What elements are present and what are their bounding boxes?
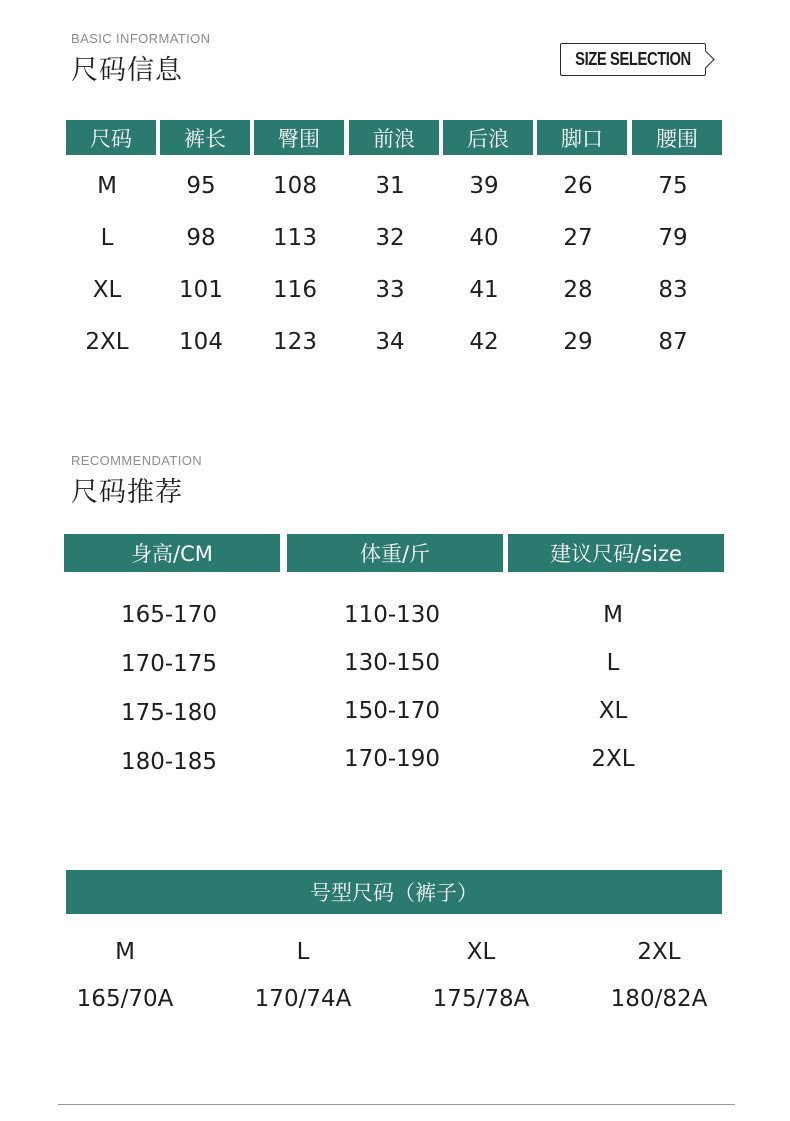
size-info-cell: 29 bbox=[563, 329, 593, 355]
size-info-cell: 2XL bbox=[85, 329, 129, 355]
size-info-cell: 32 bbox=[375, 225, 405, 251]
size-info-cell: L bbox=[100, 225, 114, 251]
recommendation-cell: 150-170 bbox=[343, 698, 441, 724]
size-info-header-cell: 裤长 bbox=[160, 120, 250, 155]
size-code-size: 2XL bbox=[637, 939, 681, 965]
size-info-cell: XL bbox=[92, 277, 122, 303]
size-info-cell: 75 bbox=[658, 173, 688, 199]
size-info-cell: 79 bbox=[658, 225, 688, 251]
size-info-cell: 42 bbox=[469, 329, 499, 355]
recommendation-cell: 170-190 bbox=[343, 746, 441, 772]
badge-notch bbox=[696, 50, 714, 68]
size-info-cell: 98 bbox=[186, 225, 216, 251]
recommendation-cell: 110-130 bbox=[343, 602, 441, 628]
recommendation-header-cell: 身高/CM bbox=[64, 534, 280, 572]
section-basic-info-en: BASIC INFORMATION bbox=[71, 31, 211, 46]
size-info-cell: 28 bbox=[563, 277, 593, 303]
size-info-header-cell: 腰围 bbox=[632, 120, 722, 155]
recommendation-cell: L bbox=[606, 650, 620, 676]
recommendation-cell: 130-150 bbox=[343, 650, 441, 676]
size-code-size: XL bbox=[466, 939, 496, 965]
size-info-header-cell: 臀围 bbox=[254, 120, 344, 155]
size-info-cell: 87 bbox=[658, 329, 688, 355]
recommendation-cell: 2XL bbox=[591, 746, 635, 772]
size-info-cell: 113 bbox=[273, 225, 317, 251]
size-info-cell: 108 bbox=[273, 173, 317, 199]
recommendation-cell: XL bbox=[598, 698, 628, 724]
size-info-header-cell: 后浪 bbox=[443, 120, 533, 155]
size-info-cell: M bbox=[97, 173, 117, 199]
size-code-value: 165/70A bbox=[76, 986, 174, 1012]
recommendation-cell: 170-175 bbox=[120, 651, 218, 677]
recommendation-cell: 175-180 bbox=[120, 700, 218, 726]
bottom-divider bbox=[58, 1104, 735, 1105]
size-info-cell: 39 bbox=[469, 173, 499, 199]
size-info-cell: 41 bbox=[469, 277, 499, 303]
size-code-header: 号型尺码（裤子） bbox=[66, 870, 722, 914]
recommendation-cell: 180-185 bbox=[120, 749, 218, 775]
recommendation-cell: M bbox=[603, 602, 623, 628]
size-selection-badge bbox=[560, 43, 706, 76]
recommendation-cell: 165-170 bbox=[120, 602, 218, 628]
size-info-cell: 104 bbox=[179, 329, 223, 355]
size-info-cell: 33 bbox=[375, 277, 405, 303]
recommendation-header-cell: 体重/斤 bbox=[287, 534, 503, 572]
size-info-cell: 26 bbox=[563, 173, 593, 199]
section-recommendation-en: RECOMMENDATION bbox=[71, 453, 203, 468]
size-info-cell: 40 bbox=[469, 225, 499, 251]
size-info-cell: 123 bbox=[273, 329, 317, 355]
section-basic-info-title: 尺码信息 bbox=[71, 55, 183, 86]
size-code-size: M bbox=[115, 939, 135, 965]
size-selection-label: SIZE SELECTION bbox=[575, 49, 691, 69]
size-info-cell: 34 bbox=[375, 329, 405, 355]
size-info-cell: 31 bbox=[375, 173, 405, 199]
size-code-value: 175/78A bbox=[432, 986, 530, 1012]
size-code-value: 170/74A bbox=[254, 986, 352, 1012]
recommendation-header-cell: 建议尺码/size bbox=[508, 534, 724, 572]
size-info-cell: 116 bbox=[273, 277, 317, 303]
size-info-header-cell: 前浪 bbox=[349, 120, 439, 155]
section-recommendation-title: 尺码推荐 bbox=[71, 477, 183, 508]
size-code-size: L bbox=[296, 939, 310, 965]
size-info-header-cell: 脚口 bbox=[537, 120, 627, 155]
size-info-cell: 83 bbox=[658, 277, 688, 303]
size-code-value: 180/82A bbox=[610, 986, 708, 1012]
size-info-cell: 101 bbox=[179, 277, 223, 303]
size-info-cell: 95 bbox=[186, 173, 216, 199]
size-info-header-cell: 尺码 bbox=[66, 120, 156, 155]
size-info-cell: 27 bbox=[563, 225, 593, 251]
